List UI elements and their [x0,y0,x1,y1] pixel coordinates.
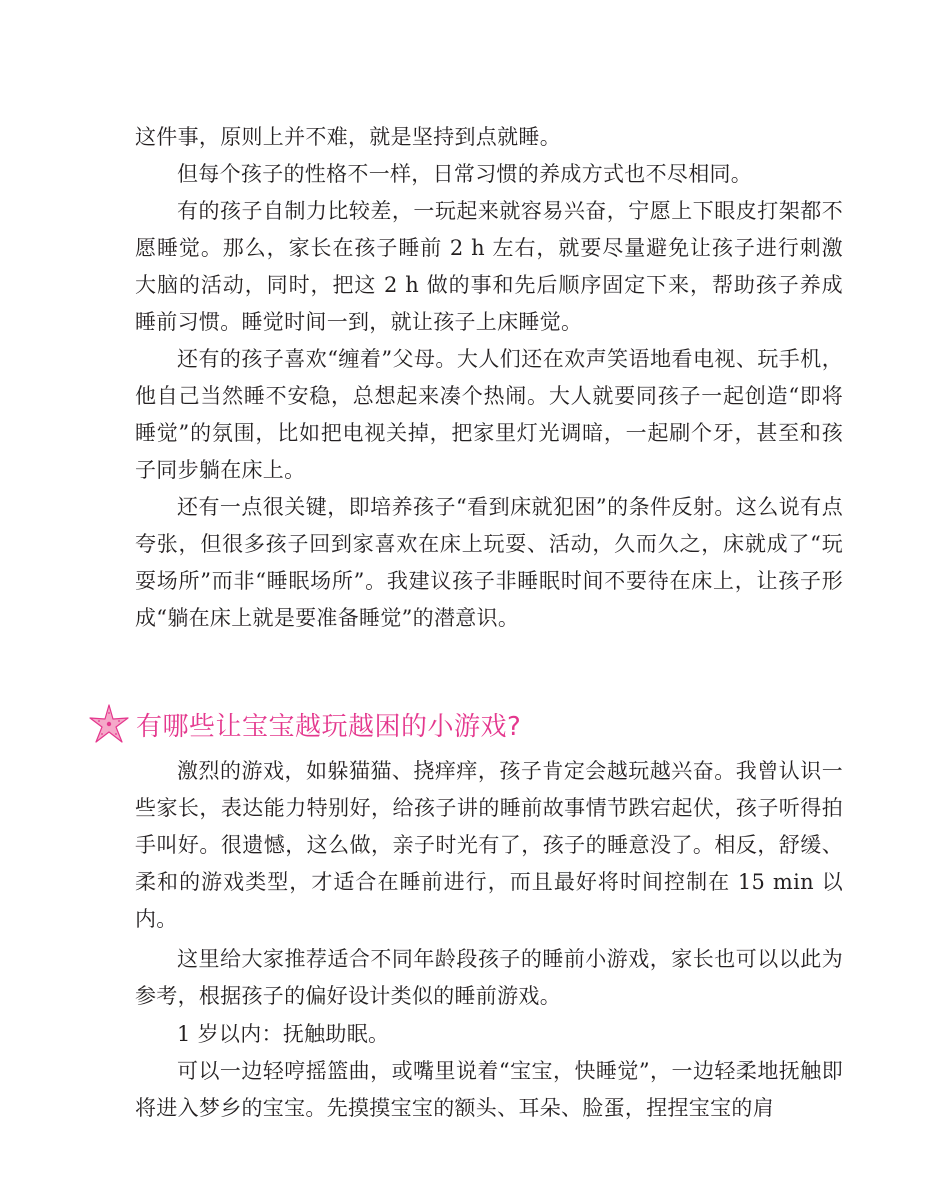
paragraph-clingy-children: 还有的孩子喜欢“缠着”父母。大人们还在欢声笑语地看电视、玩手机，他自己当然睡不安稳，总想起来凑个热闹。大人就要同孩子一起创造“即将睡觉”的氛围，比如把电视关掉，把家里灯光调暗，一起刷个牙，甚至和孩子同步躺在床上。 [135,347,843,482]
paragraph-intense-games: 激烈的游戏，如躲猫猫、挠痒痒，孩子肯定会越玩越兴奋。我曾认识一些家长，表达能力特别好，给孩子讲的睡前故事情节跌宕起伏，孩子听得拍手叫好。很遗憾，这么做，亲子时光有了，孩子的睡意没了。相反，舒缓、柔和的游戏类型，才适合在睡前进行，而且最好将时间控制在 15 min 以内。 [135,759,843,931]
section-heading-text: 有哪些让宝宝越玩越困的小游戏? [136,711,522,742]
starfish-icon [88,703,130,745]
paragraph-self-control: 有的孩子自制力比较差，一玩起来就容易兴奋，宁愿上下眼皮打架都不愿睡觉。那么，家长在孩子睡前 2 h 左右，就要尽量避免让孩子进行刺激大脑的活动，同时，把这 2 h 做的事和先后顺序固定下来，帮助孩子养成睡前习惯。睡觉时间一到，就让孩子上床睡觉。 [135,199,843,334]
paragraph-conditioned-reflex: 还有一点很关键，即培养孩子“看到床就犯困”的条件反射。这么说有点夸张，但很多孩子回到家喜欢在床上玩耍、活动，久而久之，床就成了“玩耍场所”而非“睡眠场所”。我建议孩子非睡眠时间不要待在床上，让孩子形成“躺在床上就是要准备睡觉”的潜意识。 [135,495,843,630]
paragraph-touch-soothing: 可以一边轻哼摇篮曲，或嘴里说着“宝宝，快睡觉”，一边轻柔地抚触即将进入梦乡的宝宝。先摸摸宝宝的额头、耳朵、脸蛋，捏捏宝宝的肩 [135,1059,843,1120]
paragraph-age-group: 1 岁以内：抚触助眠。 [177,1022,390,1046]
paragraph-continuation: 这件事，原则上并不难，就是坚持到点就睡。 [135,125,561,149]
paragraph-recommendation: 这里给大家推荐适合不同年龄段孩子的睡前小游戏，家长也可以以此为参考，根据孩子的偏好设计类似的睡前游戏。 [135,947,843,1008]
section-heading [88,700,521,748]
paragraph-personality: 但每个孩子的性格不一样，日常习惯的养成方式也不尽相同。 [177,162,753,186]
